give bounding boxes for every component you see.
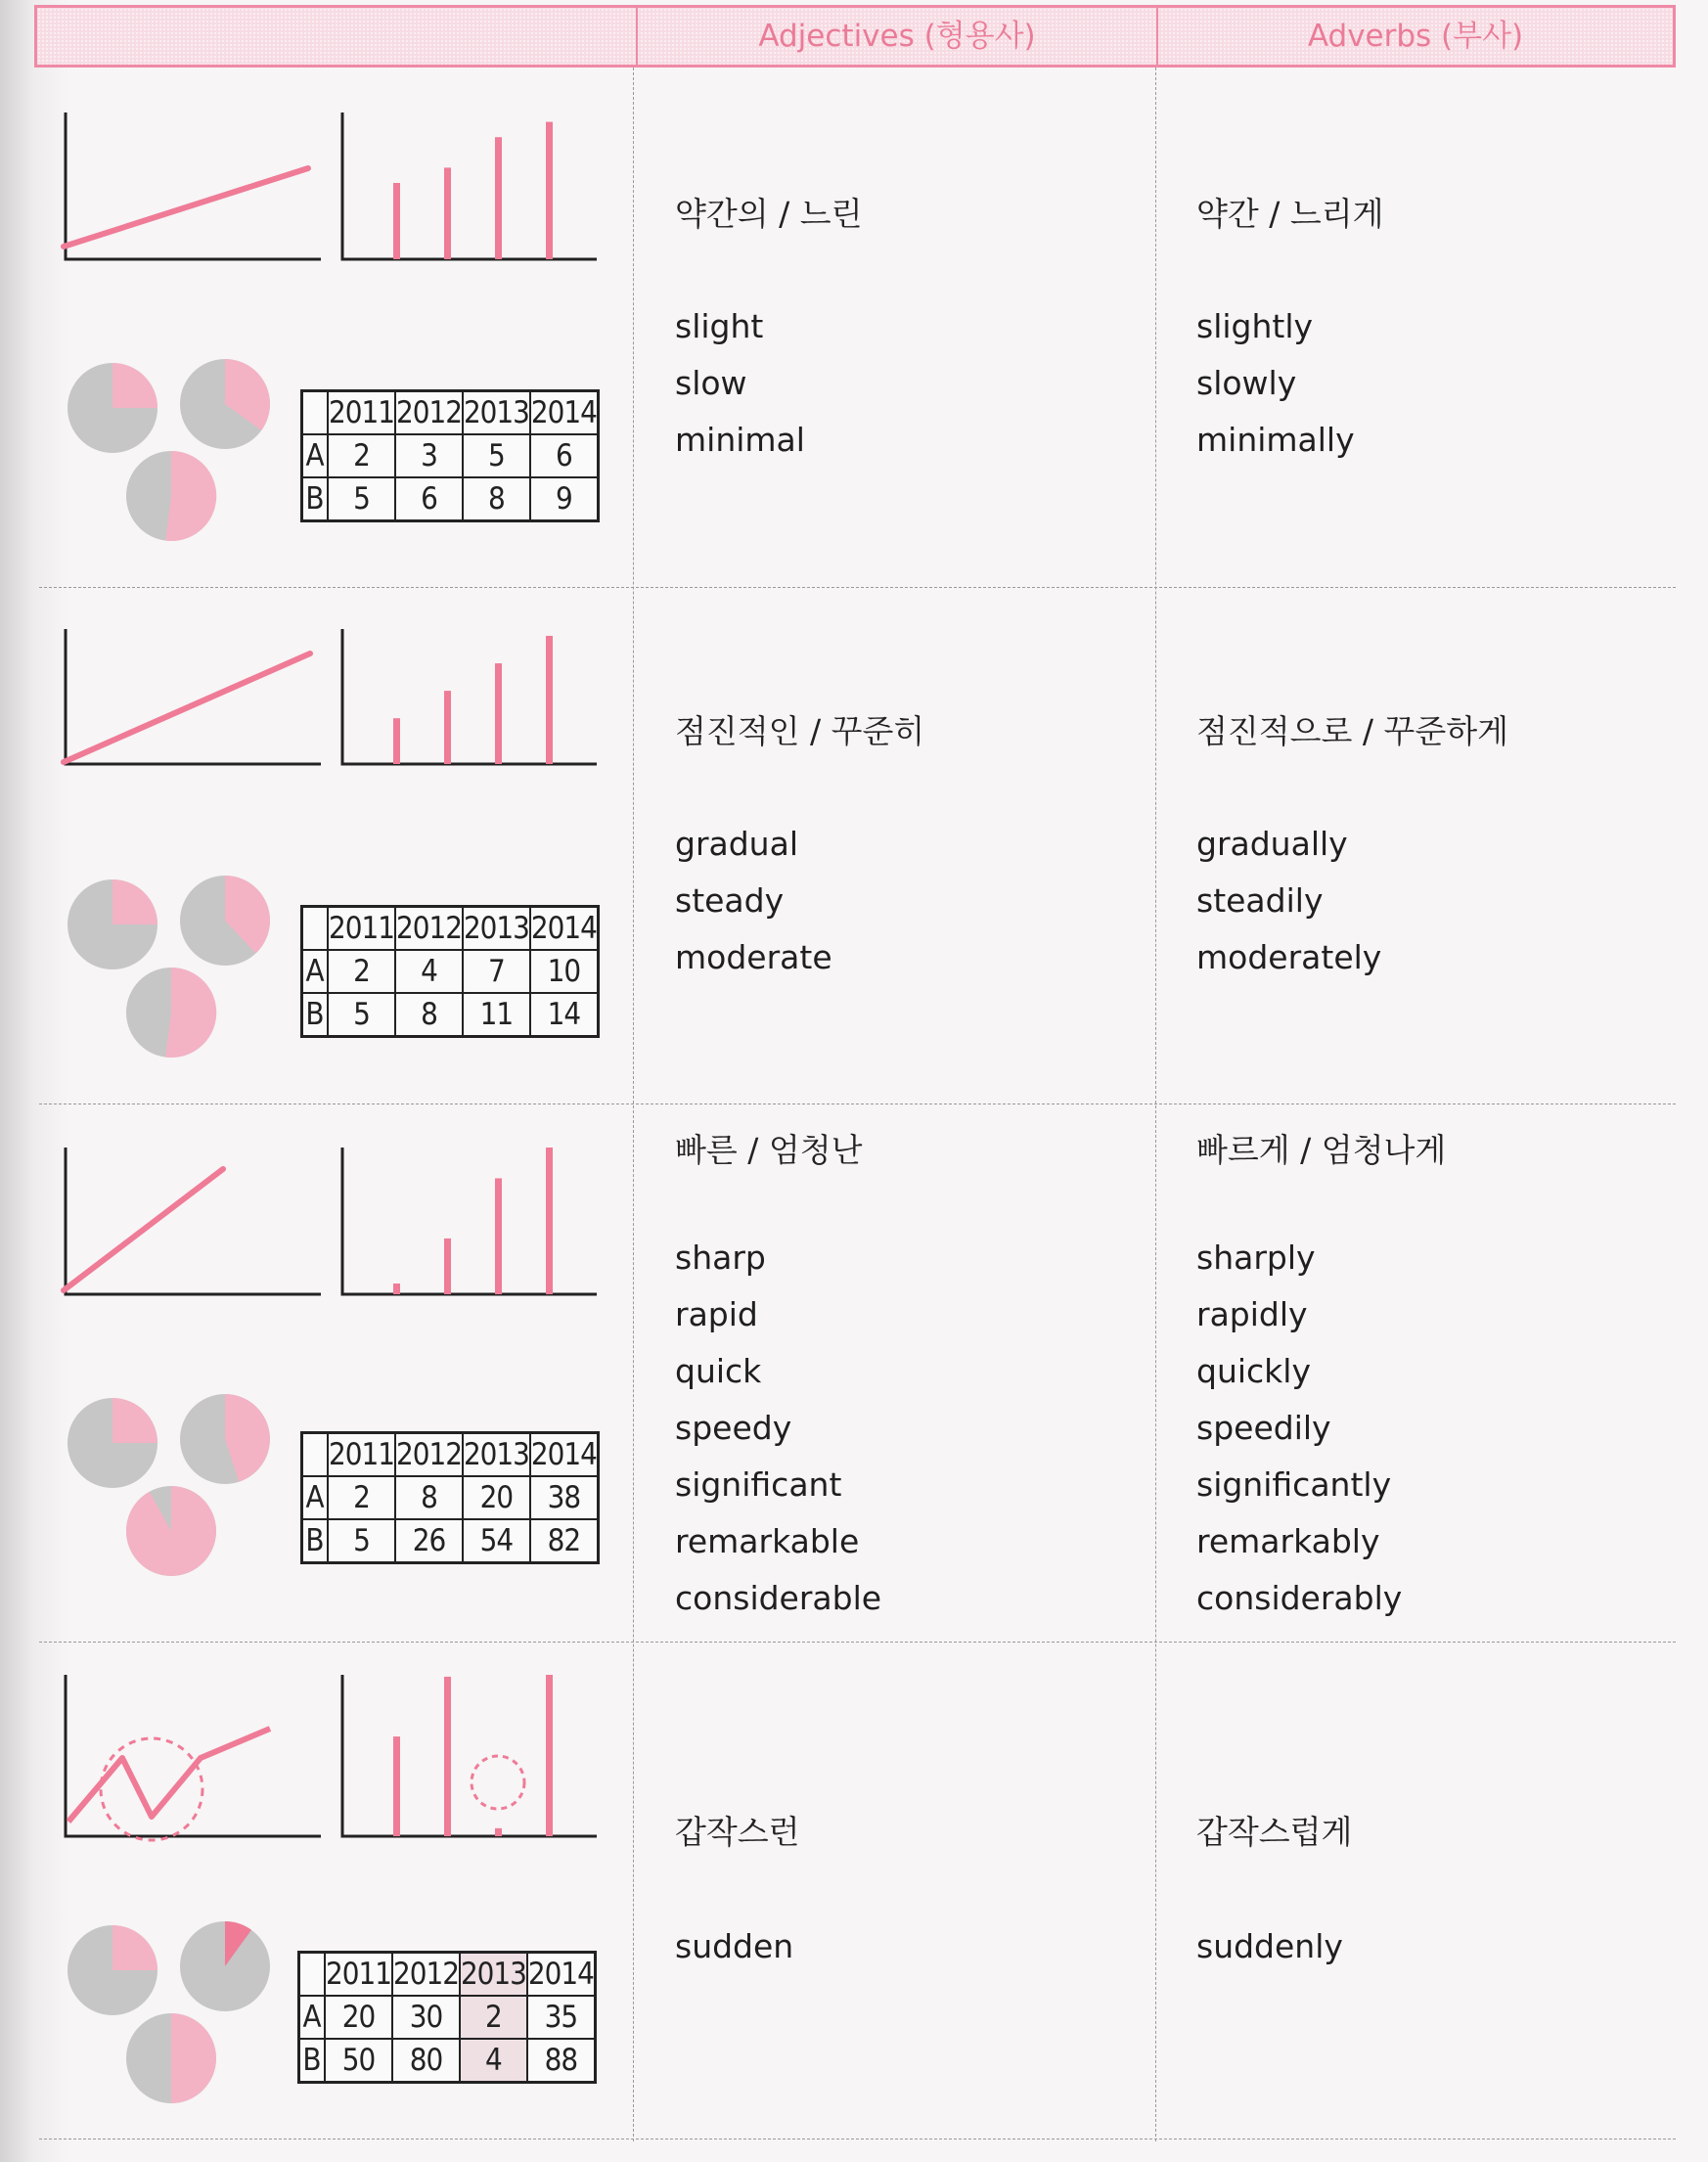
adverb-item: gradually [1196, 825, 1348, 863]
table-corner-cell [302, 1433, 329, 1477]
value-cell: 5 [328, 993, 395, 1037]
bar-chart-axes [342, 1675, 597, 1836]
value-cell: 5 [328, 1519, 395, 1563]
year-cell: 2012 [392, 1953, 460, 1997]
value-cell: 2 [328, 434, 395, 477]
illustration-panel-gradual [59, 629, 607, 1089]
adverb-item: slightly [1196, 307, 1314, 345]
line-chart-axes [66, 113, 321, 259]
table-row [302, 1476, 599, 1519]
adverb-item: quickly [1196, 1352, 1311, 1390]
bar [393, 183, 400, 259]
bar [444, 1677, 451, 1836]
adverb-item: considerably [1196, 1579, 1403, 1617]
bar [393, 1284, 400, 1294]
value-cell: 5 [463, 434, 530, 477]
header-adverbs: Adverbs (부사) [1307, 19, 1524, 54]
adjective-item: rapid [675, 1295, 758, 1333]
adverb-item: slowly [1196, 364, 1297, 402]
adverb-item: minimally [1196, 421, 1355, 459]
value-cell-highlighted: 2 [460, 1996, 527, 2039]
bar [495, 663, 502, 764]
korean-adjective: 약간의 / 느린 [675, 195, 863, 233]
value-cell: 14 [530, 993, 598, 1037]
highlight-circle [472, 1756, 524, 1809]
year-cell: 2013 [463, 391, 530, 435]
value-cell: 9 [530, 477, 598, 521]
row-divider [39, 587, 1676, 588]
row-label-cell: B [302, 1519, 329, 1563]
adverb-list [1196, 816, 1381, 986]
row-label-cell: A [302, 434, 329, 477]
year-cell: 2014 [527, 1953, 595, 1997]
table-row [302, 1433, 599, 1477]
value-cell: 3 [395, 434, 463, 477]
row-label-cell: A [302, 1476, 329, 1519]
value-cell: 11 [463, 993, 530, 1037]
value-cell: 38 [530, 1476, 598, 1519]
value-cell: 5 [328, 477, 395, 521]
row-divider [39, 1642, 1676, 1643]
year-cell: 2012 [395, 391, 463, 435]
value-cell: 6 [530, 434, 598, 477]
pie-slice [165, 451, 216, 541]
trend-line [64, 1169, 223, 1290]
column-divider [1155, 68, 1156, 2141]
adjective-item: slight [675, 307, 764, 345]
bar-chart-axes [342, 1148, 597, 1294]
table-row [302, 907, 599, 951]
adjective-list [675, 1230, 881, 1627]
year-cell: 2012 [395, 907, 463, 951]
adjective-item: quick [675, 1352, 762, 1390]
row-label-cell: B [302, 477, 329, 521]
table-row [302, 477, 599, 521]
adjective-item: remarkable [675, 1522, 860, 1560]
value-cell: 80 [392, 2039, 460, 2083]
illustration-panel-slight [59, 113, 607, 572]
korean-adverb: 점진적으로 / 꾸준하게 [1196, 712, 1508, 750]
table-row [299, 1996, 596, 2039]
value-cell: 8 [395, 993, 463, 1037]
adverb-item: steadily [1196, 881, 1324, 920]
adverb-item: speedily [1196, 1409, 1331, 1447]
korean-adjective: 점진적인 / 꾸준히 [675, 712, 925, 750]
value-cell: 26 [395, 1519, 463, 1563]
line-chart-axes [66, 1148, 321, 1294]
bar [495, 1178, 502, 1294]
row-label-cell: B [299, 2039, 326, 2083]
adjective-list [675, 816, 832, 986]
adverb-item: suddenly [1196, 1927, 1343, 1965]
pie-slice [112, 1925, 157, 1970]
table-row [299, 1953, 596, 1997]
value-cell: 35 [527, 1996, 595, 2039]
adjective-list [675, 1918, 793, 1975]
header-adjectives: Adjectives (형용사) [758, 19, 1036, 54]
row-label-cell: B [302, 993, 329, 1037]
data-table [300, 1431, 600, 1564]
bar [546, 636, 553, 764]
table-corner-cell [302, 907, 329, 951]
value-cell: 50 [325, 2039, 392, 2083]
bar [393, 718, 400, 764]
illustration-panel-sharp [59, 1148, 607, 1607]
value-cell: 6 [395, 477, 463, 521]
adverb-list [1196, 1230, 1402, 1627]
year-cell: 2011 [328, 391, 395, 435]
adjective-item: sudden [675, 1927, 794, 1965]
adjective-list [675, 298, 805, 469]
adverb-item: rapidly [1196, 1295, 1308, 1333]
adverb-item: sharply [1196, 1239, 1316, 1277]
highlight-circle [101, 1738, 202, 1840]
bar [495, 137, 502, 259]
bar [546, 122, 553, 259]
bar [444, 1239, 451, 1294]
korean-adverb: 약간 / 느리게 [1196, 195, 1384, 233]
adverb-item: remarkably [1196, 1522, 1380, 1560]
line-chart-axes [66, 1675, 321, 1836]
value-cell: 82 [530, 1519, 598, 1563]
year-cell: 2011 [325, 1953, 392, 1997]
year-cell: 2012 [395, 1433, 463, 1477]
adverb-list [1196, 1918, 1343, 1975]
korean-adjective: 갑작스런 [675, 1813, 800, 1851]
table-corner-cell [299, 1953, 326, 1997]
adjective-item: significant [675, 1465, 842, 1504]
korean-adverb: 갑작스럽게 [1196, 1813, 1353, 1851]
value-cell: 2 [328, 950, 395, 993]
pie-slice [112, 1398, 157, 1443]
korean-adjective: 빠른 / 엄청난 [675, 1131, 863, 1169]
adjective-item: gradual [675, 825, 798, 863]
pie-slice [171, 2013, 216, 2103]
year-cell: 2014 [530, 1433, 598, 1477]
pie-slice [165, 968, 216, 1058]
year-cell-highlighted: 2013 [460, 1953, 527, 1997]
trend-line [64, 168, 308, 247]
header-blank-cell [37, 8, 636, 65]
value-cell: 8 [395, 1476, 463, 1519]
illustration-panel-sudden [59, 1675, 607, 2135]
value-cell: 2 [328, 1476, 395, 1519]
table-row [302, 1519, 599, 1563]
table-row [302, 950, 599, 993]
table-row [302, 993, 599, 1037]
year-cell: 2013 [463, 907, 530, 951]
adjective-item: considerable [675, 1579, 882, 1617]
value-cell: 88 [527, 2039, 595, 2083]
bar [444, 691, 451, 764]
value-cell: 4 [395, 950, 463, 993]
table-row [302, 391, 599, 435]
adverb-list [1196, 298, 1355, 469]
value-cell: 10 [530, 950, 598, 993]
year-cell: 2014 [530, 907, 598, 951]
value-cell-highlighted: 4 [460, 2039, 527, 2083]
bar-chart-axes [342, 113, 597, 259]
year-cell: 2011 [328, 907, 395, 951]
year-cell: 2014 [530, 391, 598, 435]
table-row [299, 2039, 596, 2083]
adjective-item: sharp [675, 1239, 766, 1277]
table-row [302, 434, 599, 477]
adjective-item: minimal [675, 421, 805, 459]
pie-slice [112, 363, 157, 408]
adjective-item: slow [675, 364, 747, 402]
value-cell: 20 [325, 1996, 392, 2039]
bar [393, 1736, 400, 1836]
korean-adverb: 빠르게 / 엄청나게 [1196, 1131, 1447, 1169]
column-divider [633, 68, 634, 2141]
value-cell: 30 [392, 1996, 460, 2039]
year-cell: 2013 [463, 1433, 530, 1477]
value-cell: 20 [463, 1476, 530, 1519]
adjective-item: speedy [675, 1409, 792, 1447]
table-header [34, 5, 1676, 68]
bar [444, 167, 451, 259]
table-corner-cell [302, 391, 329, 435]
data-table [297, 1951, 597, 2084]
bar [546, 1675, 553, 1836]
data-table [300, 905, 600, 1038]
bar [495, 1828, 502, 1836]
data-table [300, 389, 600, 522]
value-cell: 8 [463, 477, 530, 521]
value-cell: 7 [463, 950, 530, 993]
bar [546, 1148, 553, 1294]
adverb-item: moderately [1196, 938, 1382, 976]
row-label-cell: A [302, 950, 329, 993]
year-cell: 2011 [328, 1433, 395, 1477]
row-label-cell: A [299, 1996, 326, 2039]
trend-line [64, 653, 310, 762]
pie-slice [112, 879, 157, 924]
value-cell: 54 [463, 1519, 530, 1563]
adjective-item: steady [675, 881, 785, 920]
bar-chart-axes [342, 629, 597, 764]
adverb-item: significantly [1196, 1465, 1392, 1504]
adjective-item: moderate [675, 938, 832, 976]
